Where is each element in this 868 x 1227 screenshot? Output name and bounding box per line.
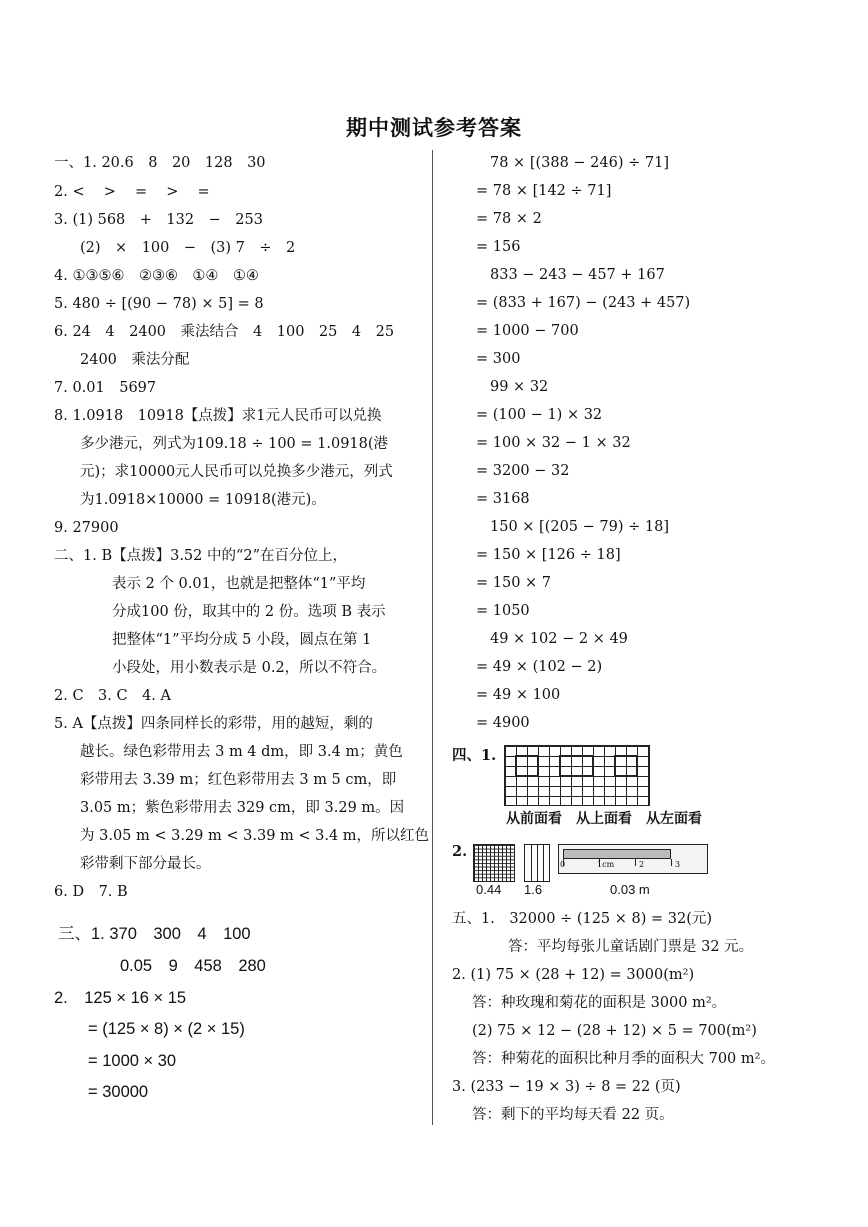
- calc-line: = 1050: [476, 603, 530, 619]
- answer-line: 3. (1) 568 + 132 − 253: [54, 212, 263, 228]
- front-view-shape: [515, 755, 538, 776]
- answer-line: 6. 24 4 2400 乘法结合 4 100 25 4 25: [54, 324, 395, 340]
- answer-line: 3. (233 − 19 × 3) ÷ 8 = 22 (页): [452, 1079, 681, 1095]
- answer-line: 彩带用去 3.39 m；红色彩带用去 3 m 5 cm，即: [80, 772, 397, 788]
- answer-line: 多少港元，列式为109.18 ÷ 100 = 1.0918(港: [80, 436, 389, 452]
- calc-line: 833 − 243 − 457 + 167: [490, 267, 665, 283]
- answer-line: = 30000: [88, 1083, 149, 1101]
- calc-line: 150 × [(205 − 79) ÷ 18]: [490, 519, 669, 535]
- calc-line: = 4900: [476, 715, 530, 731]
- answer-line: 彩带剩下部分最长。: [80, 856, 211, 872]
- strip-divider: [537, 845, 538, 881]
- column-divider: [432, 150, 433, 1125]
- ruler-label: 0: [560, 860, 566, 869]
- answer-line: 表示 2 个 0.01，也就是把整体“1”平均: [112, 576, 366, 592]
- answer-line: 二、1. B【点拨】3.52 中的“2”在百分位上，: [54, 548, 348, 564]
- ruler-label: 1cm: [597, 860, 615, 869]
- calc-line: = 100 × 32 − 1 × 32: [476, 435, 631, 451]
- calc-line: = 300: [476, 351, 521, 367]
- answer-line: 一、1. 20.6 8 20 128 30: [54, 155, 266, 171]
- ruler: [558, 844, 708, 874]
- answer-line: 2. (1) 75 × (28 + 12) = 3000(m²): [452, 967, 695, 983]
- ruler-tick: [671, 859, 672, 866]
- calc-line: = 3200 − 32: [476, 463, 570, 479]
- answer-line: 5. 480 ÷ [(90 − 78) × 5] = 8: [54, 296, 264, 312]
- section-four-label: 四、1.: [452, 747, 497, 764]
- calc-line: = (833 + 167) − (243 + 457): [476, 295, 691, 311]
- ruler-tick: [635, 859, 636, 866]
- answer-line: 7. 0.01 5697: [54, 380, 157, 396]
- answer-line: 为1.0918×10000 = 10918(港元)。: [80, 492, 326, 508]
- answer-line: 为 3.05 m < 3.29 m < 3.39 m < 3.4 m，所以红色: [80, 828, 430, 844]
- answer-line: 4. ①③⑤⑥ ②③⑥ ①④ ①④: [54, 268, 259, 284]
- answer-line: 把整体“1”平均分成 5 小段，圆点在第 1: [112, 632, 372, 648]
- decimal-label: 0.03 m: [610, 882, 650, 897]
- answer-line: = 1000 × 30: [88, 1052, 177, 1070]
- page-title: 期中测试参考答案: [346, 115, 522, 140]
- answer-line: 2. < > = > =: [54, 184, 210, 200]
- strip-divider: [531, 845, 532, 881]
- calc-line: = 150 × 7: [476, 575, 552, 591]
- answer-line: 越长。绿色彩带用去 3 m 4 dm，即 3.4 m；黄色: [80, 744, 403, 760]
- answer-line: 3.05 m；紫色彩带用去 329 cm，即 3.29 m。因: [80, 800, 405, 816]
- view-captions: 从前面看 从上面看 从左面看: [506, 811, 702, 827]
- answer-line: 答：剩下的平均每天看 22 页。: [472, 1107, 674, 1123]
- view-grid: [504, 745, 650, 806]
- hundred-grid: [473, 844, 515, 882]
- calc-line: 99 × 32: [490, 379, 549, 395]
- answer-line: 答：种玫瑰和菊花的面积是 3000 m²。: [472, 995, 727, 1011]
- calc-line: = 1000 − 700: [476, 323, 579, 339]
- ruler-label: 3: [675, 860, 681, 869]
- answer-line: 答：种菊花的面积比种月季的面积大 700 m²。: [472, 1051, 775, 1067]
- answer-line: 2. C 3. C 4. A: [54, 688, 171, 704]
- strip-diagram: [524, 844, 550, 882]
- answer-line: 五、1. 32000 ÷ (125 × 8) = 32(元): [452, 911, 713, 927]
- calc-line: = 78 × 2: [476, 211, 542, 227]
- answer-line: 9. 27900: [54, 520, 119, 536]
- calc-line: = 49 × (102 − 2): [476, 659, 603, 675]
- calc-line: 49 × 102 − 2 × 49: [490, 631, 628, 647]
- calc-line: = 78 × [142 ÷ 71]: [476, 183, 612, 199]
- strip-divider: [543, 845, 544, 881]
- answer-line: 5. A【点拨】四条同样长的彩带，用的越短，剩的: [54, 716, 373, 732]
- answer-line: 0.05 9 458 280: [120, 957, 266, 975]
- calc-line: = 49 × 100: [476, 687, 561, 703]
- side-view-shape: [614, 755, 637, 776]
- ruler-label: 2: [639, 860, 645, 869]
- answer-line: 2. 125 × 16 × 15: [54, 989, 187, 1007]
- answer-line: 分成100 份，取其中的 2 份。选项 B 表示: [112, 604, 386, 620]
- calc-line: = 150 × [126 ÷ 18]: [476, 547, 621, 563]
- calc-line: = 3168: [476, 491, 530, 507]
- answer-line: 答：平均每张儿童话剧门票是 32 元。: [508, 939, 754, 955]
- calc-line: 78 × [(388 − 246) ÷ 71]: [490, 155, 669, 171]
- answer-line: 三、1. 370 300 4 100: [58, 925, 251, 943]
- answer-line: = (125 × 8) × (2 × 15): [88, 1020, 245, 1038]
- decimal-label: 1.6: [524, 882, 543, 897]
- ruler-bar: [563, 849, 671, 859]
- decimal-label: 0.44: [476, 882, 502, 897]
- answer-line: 元)；求10000元人民币可以兑换多少港元，列式: [80, 464, 393, 480]
- item-label: 2.: [452, 843, 468, 860]
- answer-line: 小段处，用小数表示是 0.2，所以不符合。: [112, 660, 387, 676]
- answer-line: 8. 1.0918 10918【点拨】求1元人民币可以兑换: [54, 408, 382, 424]
- calc-line: = 156: [476, 239, 521, 255]
- answer-line: 2400 乘法分配: [80, 352, 190, 368]
- answer-line: 6. D 7. B: [54, 884, 128, 900]
- answer-line: (2) × 100 − (3) 7 ÷ 2: [80, 240, 296, 256]
- calc-line: = (100 − 1) × 32: [476, 407, 603, 423]
- answer-line: (2) 75 × 12 − (28 + 12) × 5 = 700(m²): [472, 1023, 757, 1039]
- top-view-shape: [559, 755, 593, 776]
